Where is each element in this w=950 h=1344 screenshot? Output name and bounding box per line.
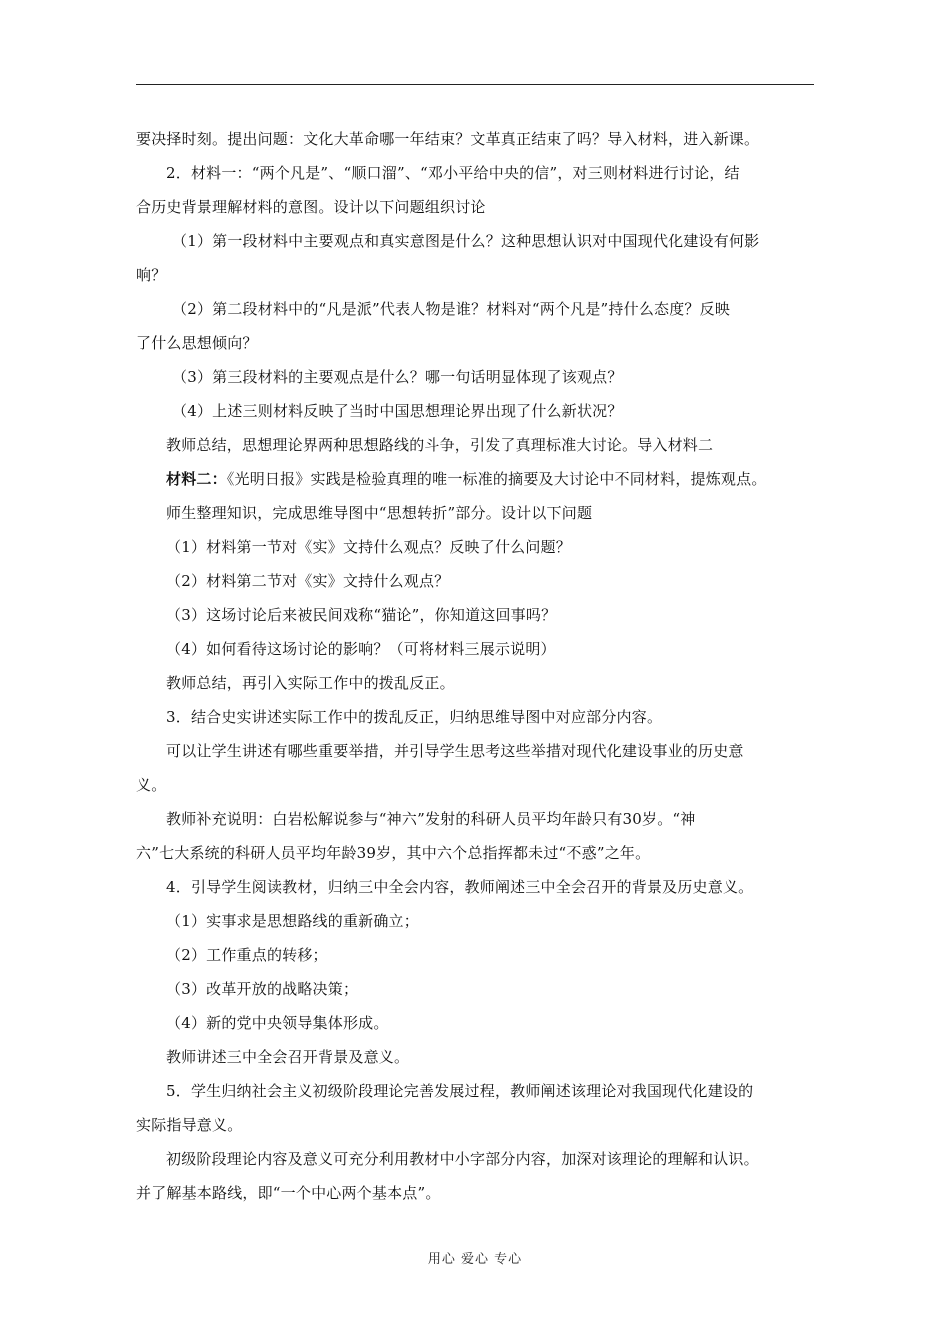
header-rule bbox=[136, 84, 814, 85]
document-body bbox=[136, 122, 814, 1210]
paragraph-line: （3）第三段材料的主要观点是什么？哪一句话明显体现了该观点？ bbox=[172, 368, 623, 386]
paragraph-line: 4．引导学生阅读教材，归纳三中全会内容，教师阐述三中全会召开的背景及历史意义。 bbox=[166, 878, 754, 896]
paragraph-line: 3．结合史实讲述实际工作中的拨乱反正，归纳思维导图中对应部分内容。 bbox=[166, 708, 663, 726]
material-two-text: 《光明日报》实践是检验真理的唯一标准的摘要及大讨论中不同材料，提炼观点。 bbox=[226, 470, 767, 488]
paragraph-line: 教师补充说明：白岩松解说参与“神六”发射的科研人员平均年龄只有30岁。“神 bbox=[166, 810, 696, 828]
paragraph-line: （1）实事求是思想路线的重新确立； bbox=[166, 912, 419, 930]
paragraph-line: 合历史背景理解材料的意图。设计以下问题组织讨论 bbox=[136, 198, 486, 216]
paragraph-line: 了什么思想倾向？ bbox=[136, 334, 258, 352]
paragraph-line: 教师总结，思想理论界两种思想路线的斗争，引发了真理标准大讨论。导入材料二 bbox=[166, 436, 714, 454]
paragraph-line: 2．材料一：“两个凡是”、“顺口溜”、“邓小平给中央的信”，对三则材料进行讨论，结 bbox=[166, 164, 740, 182]
paragraph-line: 教师讲述三中全会召开背景及意义。 bbox=[166, 1048, 410, 1066]
paragraph-line: 5．学生归纳社会主义初级阶段理论完善发展过程，教师阐述该理论对我国现代化建设的 bbox=[166, 1082, 754, 1100]
paragraph-line: （4）新的党中央领导集体形成。 bbox=[166, 1014, 389, 1032]
paragraph-line: 六”七大系统的科研人员平均年龄39岁，其中六个总指挥都未过“不惑”之年。 bbox=[136, 844, 651, 862]
paragraph-line: 初级阶段理论内容及意义可充分利用教材中小字部分内容，加深对该理论的理解和认识。 bbox=[166, 1150, 759, 1168]
paragraph-line: （3）改革开放的战略决策； bbox=[166, 980, 359, 998]
paragraph-line: （4）上述三则材料反映了当时中国思想理论界出现了什么新状况？ bbox=[172, 402, 623, 420]
paragraph-line: 要决择时刻。提出问题：文化大革命哪一年结束？文革真正结束了吗？导入材料，进入新课。 bbox=[136, 130, 760, 148]
paragraph-line: （3）这场讨论后来被民间戏称“猫论”，你知道这回事吗？ bbox=[166, 606, 557, 624]
paragraph-line: 义。 bbox=[136, 776, 167, 794]
paragraph-line: 可以让学生讲述有哪些重要举措，并引导学生思考这些举措对现代化建设事业的历史意 bbox=[166, 742, 744, 760]
paragraph-line: （1）材料第一节对《实》文持什么观点？反映了什么问题？ bbox=[166, 538, 571, 556]
paragraph-line: 师生整理知识，完成思维导图中“思想转折”部分。设计以下问题 bbox=[166, 504, 593, 522]
paragraph-line bbox=[136, 462, 814, 496]
paragraph-line: 并了解基本路线，即“一个中心两个基本点”。 bbox=[136, 1184, 441, 1202]
paragraph-line: （2）工作重点的转移； bbox=[166, 946, 328, 964]
paragraph-line: （2）材料第二节对《实》文持什么观点？ bbox=[166, 572, 450, 590]
paragraph-line: （2）第二段材料中的“凡是派”代表人物是谁？材料对“两个凡是”持什么态度？反映 bbox=[172, 300, 731, 318]
paragraph-line: 教师总结，再引入实际工作中的拨乱反正。 bbox=[166, 674, 455, 692]
paragraph-line: （4）如何看待这场讨论的影响？（可将材料三展示说明） bbox=[166, 640, 556, 658]
paragraph-line: 实际指导意义。 bbox=[136, 1116, 243, 1134]
paragraph-line: 响？ bbox=[136, 266, 167, 284]
material-two-label: 材料二： bbox=[166, 470, 227, 488]
page-footer: 用心 爱心 专心 bbox=[427, 1252, 523, 1267]
paragraph-line: （1）第一段材料中主要观点和真实意图是什么？这种思想认识对中国现代化建设有何影 bbox=[172, 232, 760, 250]
